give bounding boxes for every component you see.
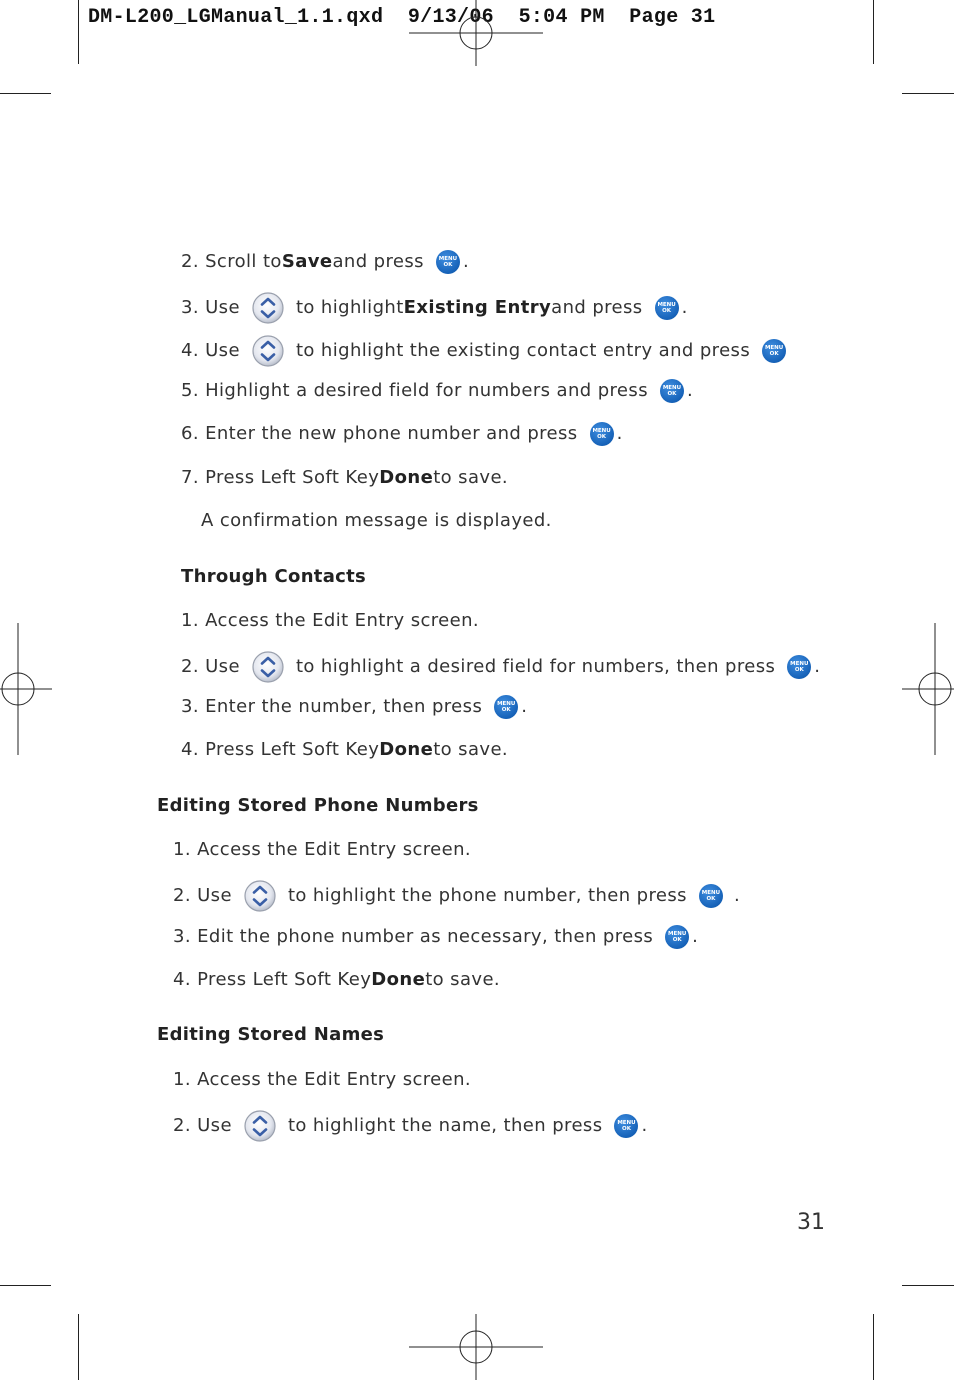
list-item: 1. Access the Edit Entry screen. [173, 839, 472, 860]
step-press-done: 7. Press Left Soft Key Done to save. [181, 467, 509, 488]
step-highlight-existing-entry: 3. Use to highlight Existing Entry and press MENU OK . [181, 292, 688, 324]
menu-ok-key-icon: MENU OK [590, 422, 614, 446]
list-item: 2. Use to highlight the name, then press MENU OK . [173, 1110, 648, 1142]
up-down-navigation-key-icon [244, 1110, 276, 1142]
list-item: 1. Access the Edit Entry screen. [173, 1069, 472, 1090]
section-heading-editing-phone-numbers: Editing Stored Phone Numbers [157, 795, 479, 816]
registration-mark [409, 0, 543, 66]
list-item: 2. Use to highlight a desired field for numbers, then press MENU OK . [181, 651, 820, 683]
list-item: 4. Press Left Soft Key Done to save. [173, 969, 501, 990]
menu-ok-key-icon: MENU OK [665, 925, 689, 949]
crop-mark [0, 93, 51, 94]
crop-mark [873, 0, 874, 64]
crop-mark [902, 93, 954, 94]
slug-line: DM-L200_LGManual_1.1.qxd 9/13/06 5:04 PM Page 31 [88, 6, 716, 29]
step-enter-number: 6. Enter the new phone number and press MENU OK . [181, 423, 623, 444]
list-item: 1. Access the Edit Entry screen. [181, 610, 480, 631]
page-number: 31 [797, 1210, 825, 1235]
menu-ok-key-icon: MENU OK [494, 695, 518, 719]
confirmation-note: A confirmation message is displayed. [201, 510, 552, 531]
menu-ok-key-icon: MENU OK [699, 884, 723, 908]
menu-ok-key-icon: MENU OK [655, 296, 679, 320]
up-down-navigation-key-icon [252, 651, 284, 683]
step-scroll-to-save: 2. Scroll to Save and press MENU OK . [181, 251, 470, 272]
menu-ok-key-icon: MENU OK [787, 655, 811, 679]
list-item: 3. Edit the phone number as necessary, then press MENU OK . [173, 926, 699, 947]
crop-mark [873, 1314, 874, 1380]
list-item: 4. Press Left Soft Key Done to save. [181, 739, 509, 760]
crop-mark [78, 0, 79, 64]
menu-ok-key-icon: MENU OK [436, 250, 460, 274]
section-heading-editing-names: Editing Stored Names [157, 1024, 385, 1045]
step-highlight-contact-entry: 4. Use to highlight the existing contact entry and press MENU OK [181, 335, 789, 367]
menu-ok-key-icon: MENU OK [762, 339, 786, 363]
menu-ok-key-icon: MENU OK [660, 379, 684, 403]
registration-mark [902, 623, 954, 755]
registration-mark [0, 623, 52, 755]
list-item: 2. Use to highlight the phone number, then press MENU OK . [173, 880, 740, 912]
section-heading-through-contacts: Through Contacts [181, 566, 367, 587]
crop-mark [0, 1285, 51, 1286]
menu-ok-key-icon: MENU OK [614, 1114, 638, 1138]
crop-mark [78, 1314, 79, 1380]
step-highlight-field: 5. Highlight a desired field for numbers and press MENU OK . [181, 380, 694, 401]
registration-mark [409, 1314, 543, 1380]
crop-mark [902, 1285, 954, 1286]
list-item: 3. Enter the number, then press MENU OK . [181, 696, 528, 717]
up-down-navigation-key-icon [244, 880, 276, 912]
up-down-navigation-key-icon [252, 292, 284, 324]
up-down-navigation-key-icon [252, 335, 284, 367]
